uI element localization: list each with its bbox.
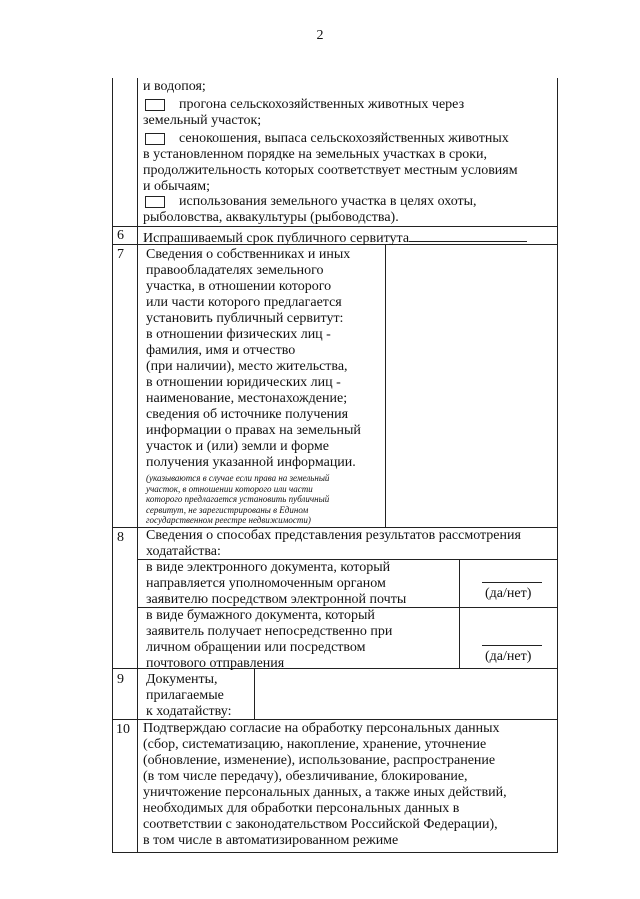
electronic-answer-line[interactable] [482,582,542,583]
row9-label: Документы, прилагаемые к ходатайству: [146,672,232,719]
row6-text: Испрашиваемый срок публичного сервитута [143,228,527,247]
row7-number: 7 [117,247,124,262]
row5-option-3: использования земельного участка в целях охоты, [143,194,477,210]
row5-option-1: прогона сельскохозяйственных животных через [143,97,464,113]
row10-consent-text: Подтверждаю согласие на обработку персональных данных (сбор, систематизацию, накопление, хранение, уточнение (обновление, изменение), использование, распространение (в том числе передачу), обезличивание, блокирование, уничтожение персональных данных, а также иных действий, необходимых для обработки персональных данных в соответствии с законодательством Российской Федерации), в том числе в автоматизированном режиме [143,721,507,848]
row5-option-2-cont-3: и обычаям; [143,179,210,194]
row5-continuation: и водопоя; [143,79,206,94]
row5-option-2-cont-1: в установленном порядке на земельных участках в сроки, [143,147,488,162]
row8-option-electronic: в виде электронного документа, который направляется уполномоченным органом заявителю посредством электронной почты [146,560,407,607]
checkbox-hunting[interactable] [145,196,165,208]
row6-number: 6 [117,228,124,243]
attached-documents-field[interactable] [255,669,557,719]
paper-answer-line[interactable] [482,645,542,646]
row5-option-2: сенокошения, выпаса сельскохозяйственных животных [143,131,509,147]
row8-title: Сведения о способах представления результатов рассмотрения ходатайства: [146,528,521,559]
checkbox-haymaking[interactable] [145,133,165,145]
row5-option-3-cont: рыболовства, аквакультуры (рыбоводства). [143,210,399,225]
row7-note: (указываются в случае если права на земельный участок, в отношении которого или части которого предлагается установить публичный сервитут, не зарегистрированы в Едином государственном реестре недвижимости) [146,473,330,525]
servitude-term-field[interactable] [409,228,527,242]
row8-number: 8 [117,530,124,545]
row9-number: 9 [117,672,124,687]
paper-answer-hint: (да/нет) [485,649,532,664]
row7-label: Сведения о собственниках и иных правообладателях земельного участка, в отношении которого или части которого предлагается установить публичный сервитут: в отношении физических лиц - фамилия, имя и отчество (при наличии), место жительства, в отношении юридических лиц - наименование, местонахождение; сведения об источнике получения информации о правах на земельный участок и (или) земли и форме получения указанной информации. (указываются в случае если права на земельный участок, в отношении которого или части которого предлагается установить публичный сервитут, не зарегистрированы в Едином государственном реестре недвижимости) [146,247,361,525]
row5-option-2-cont-2: продолжительность которых соответствует местным условиям [143,163,518,178]
row10-number: 10 [116,722,130,737]
page-number: 2 [316,28,324,43]
electronic-answer-hint: (да/нет) [485,586,532,601]
checkbox-grazing-drive[interactable] [145,99,165,111]
row7-value-cell[interactable] [386,245,557,527]
row5-option-1-cont: земельный участок; [143,113,262,128]
row8-option-paper: в виде бумажного документа, который заявитель получает непосредственно при личном обращении или посредством почтового отправления [146,608,393,671]
